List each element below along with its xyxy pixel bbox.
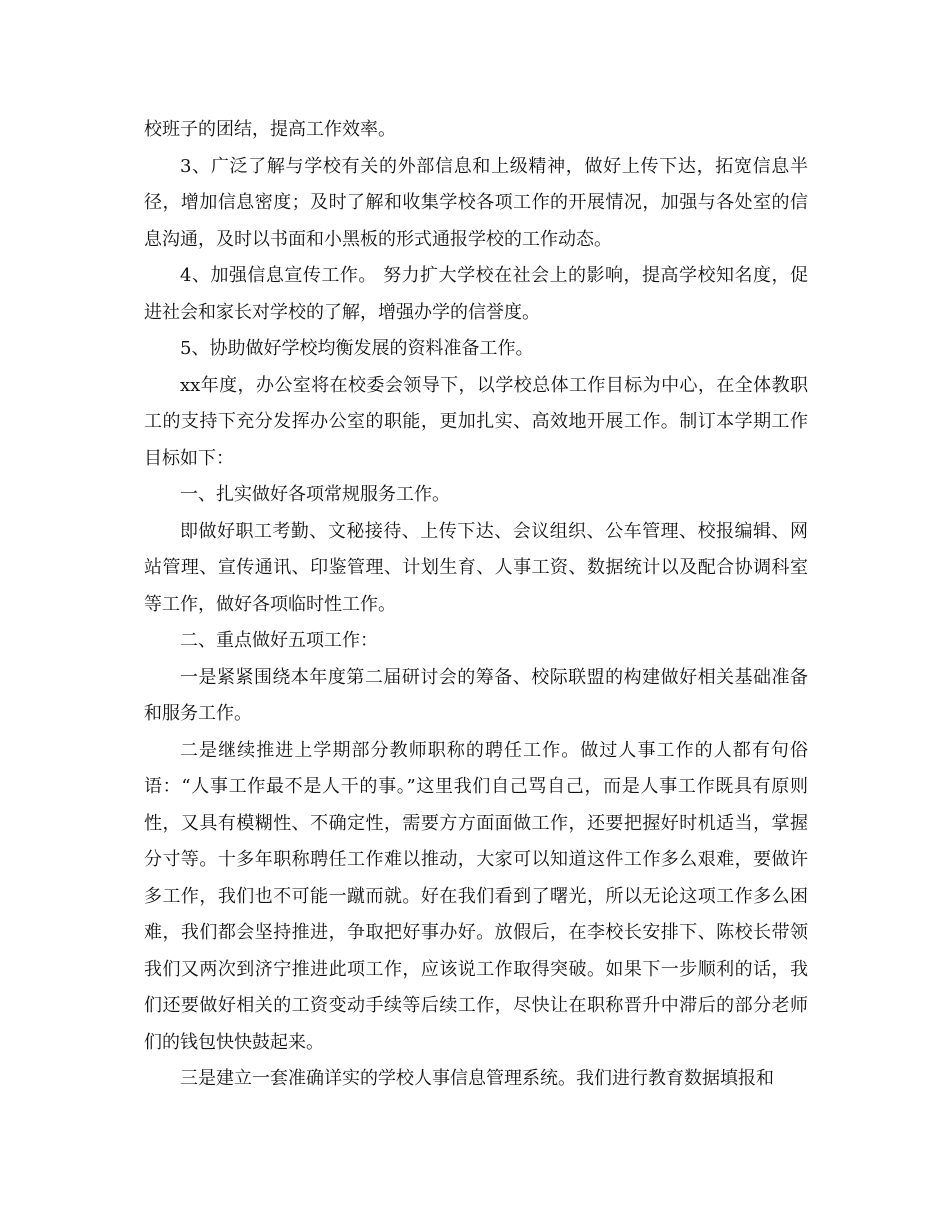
paragraph-5: xx年度，办公室将在校委会领导下，以学校总体工作目标为中心，在全体教职工的支持下充分发挥办公室的职能，更加扎实、高效地开展工作。制订本学期工作目标如下：: [144, 374, 808, 469]
section-heading-1: 一、扎实做好各项常规服务工作。: [180, 484, 450, 505]
paragraph-3: 4、加强信息宣传工作。 努力扩大学校在社会上的影响，提高学校知名度，促进社会和家长对学校的了解，增强办学的信誉度。: [144, 265, 808, 323]
paragraph-11: 三是建立一套准确详实的学校人事信息管理系统。我们进行教育数据填报和: [180, 1068, 774, 1089]
paragraph-7: 即做好职工考勤、文秘接待、上传下达、会议组织、公车管理、校报编辑、网站管理、宣传通讯、印鉴管理、计划生育、人事工资、数据统计以及配合协调科室等工作，做好各项临时性工作。: [144, 520, 808, 615]
paragraph-4: 5、协助做好学校均衡发展的资料准备工作。: [180, 338, 534, 359]
paragraph-10: 二是继续推进上学期部分教师职称的聘任工作。做过人事工作的人都有句俗语：“人事工作最不是人干的事。”这里我们自己骂自己，而是人事工作既具有原则性，又具有模糊性、不确定性，需要方方面面做工作，还要把握好时机适当，掌握分寸等。十多年职称聘任工作难以推动，大家可以知道这件工作多么艰难，要做许多工作，我们也不可能一蹴而就。好在我们看到了曙光，所以无论这项工作多么困难，我们都会坚持推进，争取把好事办好。放假后，在李校长安排下、陈校长带领我们又两次到济宁推进此项工作，应该说工作取得突破。如果下一步顺利的话，我们还要做好相关的工资变动手续等后续工作，尽快让在职称晋升中滞后的部分老师们的钱包快快鼓起来。: [144, 739, 808, 1053]
paragraph-2: 3、广泛了解与学校有关的外部信息和上级精神，做好上传下达，拓宽信息半径，增加信息密度；及时了解和收集学校各项工作的开展情况，加强与各处室的信息沟通，及时以书面和小黑板的形式通报学校的工作动态。: [144, 155, 808, 250]
paragraph-9: 一是紧紧围绕本年度第二届研讨会的筹备、校际联盟的构建做好相关基础准备和服务工作。: [144, 666, 808, 724]
section-heading-2: 二、重点做好五项工作：: [180, 630, 378, 651]
document-page: [144, 112, 808, 1098]
paragraph-1: 校班子的团结，提高工作效率。: [144, 119, 396, 140]
